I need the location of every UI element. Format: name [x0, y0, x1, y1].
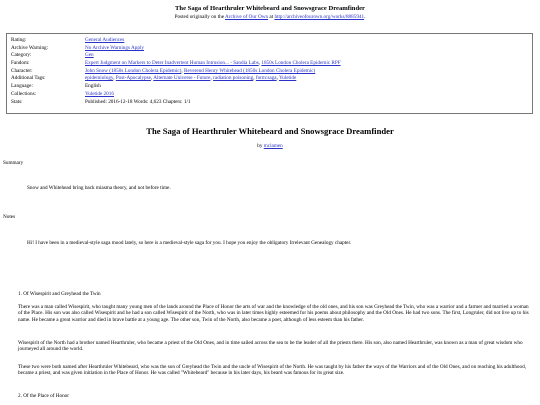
language-label: Language: [11, 83, 33, 90]
warning-link[interactable]: No Archive Warnings Apply [85, 44, 144, 51]
notes-text: Hi! I have been in a medieval-style saga mood lately, so here is a medieval-style saga for you. I hope you enjoy the obligatory Irrelevant Genealogy chapter. [27, 240, 352, 246]
category-link[interactable]: Gen [85, 52, 94, 59]
byline-prefix: by [257, 143, 264, 149]
meta-row-rating [11, 37, 532, 45]
tag-link[interactable]: form:saga [255, 75, 277, 82]
meta-row-fandom: Fandom: Expert Judgment on Markers to Deter Inadvertent Human Intrusion... - Sandia Labs, 1850s London Cholera Epidemic RPF [11, 60, 341, 67]
character-link[interactable]: John Snow (1850s London Cholera Epidemic) [85, 67, 182, 74]
fandom-link[interactable]: 1850s London Cholera Epidemic RPF [261, 60, 341, 67]
archive-link[interactable]: Archive of Our Own [225, 13, 269, 20]
chapter-heading: 2. Of the Place of Honor [18, 393, 69, 399]
fandom-label: Fandom: [11, 60, 30, 67]
tag-link[interactable]: radiation poisoning [213, 75, 254, 82]
export-title: The Saga of Hearthruler Whitebeard and Snowsgrace Dreamfinder [175, 5, 365, 12]
author-link[interactable]: mclamen [263, 143, 283, 149]
metadata-box [6, 33, 533, 114]
work-title: The Saga of Hearthruler Whitebeard and Snowsgrace Dreamfinder [146, 126, 394, 136]
tag-link[interactable]: Yuletide [279, 75, 297, 82]
character-link[interactable]: Reverend Henry Whitehead (1850s London Cholera Epidemic) [183, 67, 316, 74]
byline [0, 143, 540, 150]
stats-value: Published: 2016-12-18 Words: 4,623 Chapters: 1/1 [85, 98, 191, 105]
meta-row-language [11, 83, 532, 91]
body-paragraph: Wisespirit of the North had a brother named Hearthruler, who became a priest of the Old Ones, and in time sailed across the sea to be the leader of all the priests there. His son, also named Hearthruler, was known as a man of great wisdom who journeyed all around the world. [18, 340, 523, 353]
stats-label: Stats: [11, 98, 23, 105]
chapter-heading: 1. Of Wisespirit and Greyhead the Twin [18, 291, 101, 297]
tags-label: Additional Tags: [11, 75, 46, 82]
summary-heading: Summary [3, 160, 24, 166]
meta-row-collections [11, 91, 532, 99]
tag-link[interactable]: epidemiology [85, 75, 114, 82]
fandom-link[interactable]: Expert Judgment on Markers to Deter Inadvertent Human Intrusion... - Sandia Labs [85, 60, 259, 67]
rating-label: Rating: [11, 37, 27, 43]
meta-row-warning [11, 45, 532, 53]
body-paragraph: These two were both named after Hearthruler Whitebeard, who was the son of Greyhead the Twin and the uncle of Wisespirit of the North. He was taught by his father the ways of the Warriors and of the Old Ones, and on reaching his adulthood, became a priest, and was given initiation in the Place of Honor. He was called "Whitebeard" because in his later days, his beard was famous for its great size. [18, 364, 527, 377]
language-value: English [85, 83, 101, 90]
warning-label: Archive Warning: [11, 44, 49, 51]
rating-link[interactable]: General Audiences [85, 37, 125, 43]
category-label: Category: [11, 52, 32, 59]
character-label: Character: [11, 67, 33, 74]
tag-link[interactable]: Post-Apocalypse [115, 75, 151, 82]
meta-row-category [11, 52, 532, 60]
summary-text: Snow and Whitehead bring back miasma theory, and not before time. [27, 185, 171, 191]
posted-mid: at [268, 13, 275, 20]
meta-row-character: Character: John Snow (1850s London Cholera Epidemic), Reverend Henry Whitehead (1850s London Cholera Epidemic) [11, 67, 316, 74]
posted-suffix: . [364, 13, 366, 20]
work-url-link[interactable]: http://archiveofourown.org/works/8885941 [274, 13, 365, 20]
body-paragraph: There was a man called Wisespirit, who taught many young men of the lands around the Place of Honor the arts of war and the knowledge of the old ones, and his son was Greyhead the Twin, who was a warrior and a farmer and married a woman of the Place. His son was also called Wisespirit and he had a son called Wisespirit of the North, who was in later times highly esteemed for his poems about philosophy and the Old Ones. He had two sons. The first, Longruler, did not live up to his name. He became a great warrior and died in brave battle at a young age. The other son, Twin of the North, also became a poet, although of less esteem than his father. [18, 304, 529, 323]
collections-label: Collections: [11, 90, 37, 97]
meta-row-stats [11, 99, 532, 107]
notes-heading: Notes [3, 214, 16, 220]
collection-link[interactable]: Yuletide 2016 [85, 90, 114, 97]
posted-prefix: Posted originally on the [174, 13, 226, 20]
tag-link[interactable]: Alternate Universe - Future [153, 75, 211, 82]
meta-row-tags: Additional Tags: epidemiology, Post-Apocalypse, Alternate Universe - Future, radiation poisoning, form:saga, Yuletide [11, 75, 297, 82]
export-header [0, 0, 540, 20]
posted-line [0, 14, 540, 21]
